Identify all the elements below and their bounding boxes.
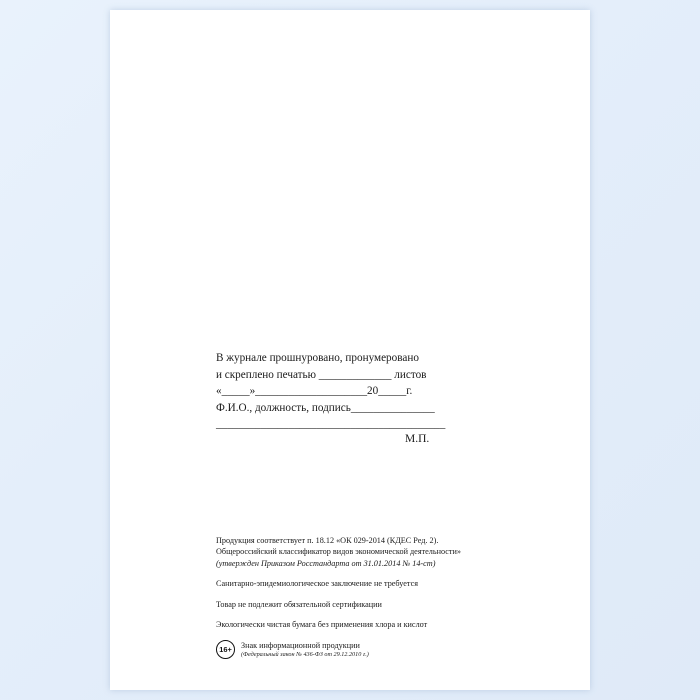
certification-block [216,350,546,433]
certification-line-3: «_____»____________________20_____г. [216,385,413,397]
age-rating-row [216,640,556,662]
okved-line-1: Продукция соответствует п. 18.12 «ОК 029-2014 (КДЕС Ред. 2). [216,536,439,545]
age-rating-badge-icon: 16+ [216,640,235,659]
eco-paper-notice: Экологически чистая бумага без применения хлора и кислот [216,620,428,630]
certification-line-1: В журнале прошнуровано, пронумеровано [216,352,419,364]
okved-line-2: Общероссийский классификатор видов экономической деятельности» [216,547,461,557]
legal-notices-block [216,535,556,662]
certification-notice: Товар не подлежит обязательной сертификации [216,599,382,609]
certification-line-2: и скреплено печатью _____________ листов [216,368,427,381]
page-content [110,10,590,690]
age-rating-label: Знак информационной продукции [241,641,360,651]
document-page [110,10,590,690]
certification-line-4: Ф.И.О., должность, подпись_______________ [216,401,435,414]
stamp-mark-label: М.П. [405,433,430,445]
sanitary-notice: Санитарно-эпидемиологическое заключение не требуется [216,579,418,589]
age-rating-law-note: (Федеральный закон № 436-ФЗ от 29.12.2010 г.) [241,651,369,659]
certification-line-5: _________________________________________ [216,418,446,430]
okved-line-3: (утвержден Приказом Росстандарта от 31.01.2014 № 14-ст) [216,558,436,568]
